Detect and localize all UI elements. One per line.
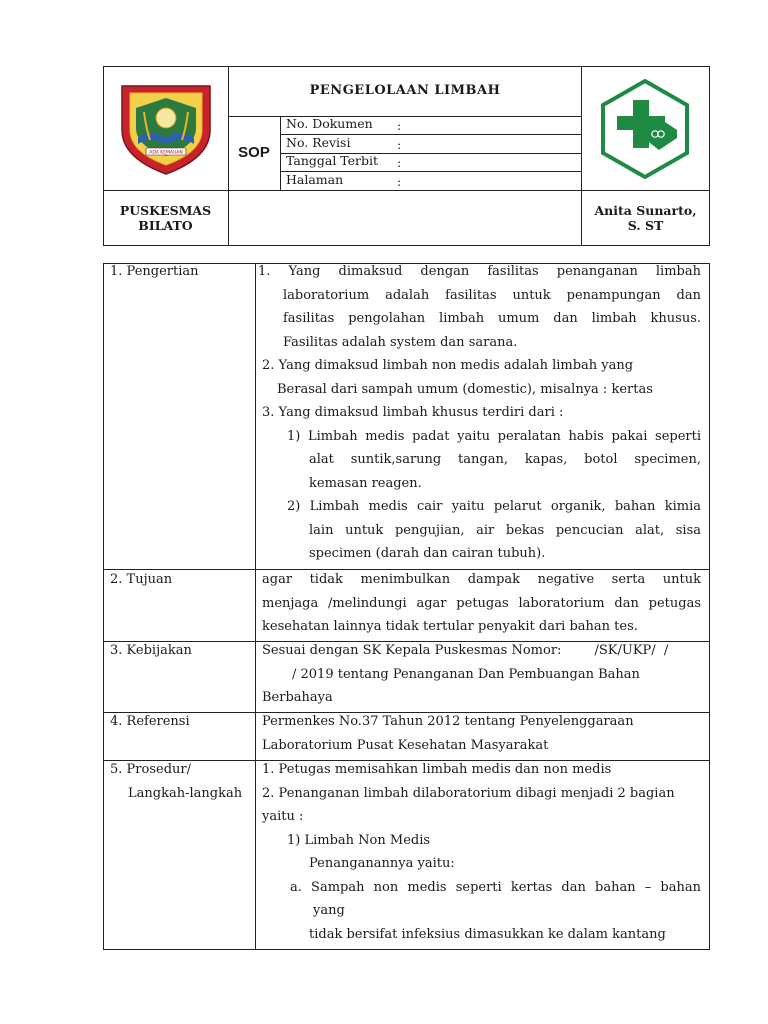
- pengertian-line: alat suntik,sarung tangan, kapas, botol specimen,: [309, 452, 701, 467]
- meta-sep: :: [397, 155, 402, 170]
- kebijakan-line: Berbahaya: [262, 690, 333, 705]
- pengertian-line: fasilitas pengolahan limbah umum dan limbah khusus.: [283, 311, 701, 326]
- meta-label: Halaman: [286, 172, 344, 187]
- meta-sep: :: [397, 137, 402, 152]
- pengertian-line: Fasilitas adalah system dan sarana.: [283, 334, 518, 350]
- signer-name-line1: Anita Sunarto,: [594, 203, 697, 218]
- referensi-line: Permenkes No.37 Tahun 2012 tentang Penyelenggaraan: [262, 714, 634, 729]
- prosedur-line: tidak bersifat infeksius dimasukkan ke dalam kantang: [309, 926, 666, 942]
- meta-sep: :: [397, 174, 402, 189]
- prosedur-line: yaitu :: [262, 809, 304, 824]
- pengertian-line: lain untuk pengujian, air bekas pencucian alat, sisa: [309, 522, 701, 538]
- label-tujuan: 2. Tujuan: [110, 572, 173, 587]
- pengertian-line: 1. Yang dimaksud dengan fasilitas penanganan limbah: [258, 264, 701, 279]
- label-langkah: Langkah-langkah: [128, 785, 243, 801]
- pengertian-line: 2) Limbah medis cair yaitu pelarut organik, bahan kimia: [287, 499, 701, 514]
- signer-name: [582, 203, 709, 233]
- sop-label: SOP: [238, 144, 270, 161]
- label-referensi: 4. Referensi: [110, 714, 190, 729]
- prosedur-line: 1. Petugas memisahkan limbah medis dan non medis: [262, 762, 612, 777]
- puskesmas-logo: [597, 78, 693, 180]
- label-kebijakan: 3. Kebijakan: [110, 643, 192, 658]
- prosedur-line: 2. Penanganan limbah dilaboratorium dibagi menjadi 2 bagian: [262, 785, 675, 801]
- meta-label: No. Dokumen: [286, 116, 373, 131]
- pengertian-line: laboratorium adalah fasilitas untuk penampungan dan: [283, 287, 701, 303]
- pengertian-line: specimen (darah dan cairan tubuh).: [309, 546, 546, 561]
- shield-motto-text: ADA KEMAUAN: [149, 150, 183, 156]
- kebijakan-line: / 2019 tentang Penanganan Dan Pembuangan Bahan: [292, 666, 640, 682]
- meta-halaman: [286, 172, 343, 187]
- document-title: PENGELOLAAN LIMBAH: [309, 83, 501, 98]
- prosedur-line: a. Sampah non medis seperti kertas dan bahan – bahan: [290, 879, 701, 895]
- kebijakan-line: Sesuai dengan SK Kepala Puskesmas Nomor: /SK/UKP/ /: [262, 643, 669, 658]
- org-name: [103, 203, 228, 233]
- prosedur-line: yang: [313, 903, 345, 918]
- label-prosedur: 5. Prosedur/: [110, 762, 191, 777]
- meta-label: Tanggal Terbit: [286, 153, 379, 168]
- pengertian-line: 1) Limbah medis padat yaitu peralatan habis pakai seperti: [287, 428, 701, 444]
- prosedur-line: Penanganannya yaitu:: [309, 856, 455, 871]
- org-name-line2: BILATO: [138, 218, 193, 233]
- meta-label: No. Revisi: [286, 135, 351, 150]
- org-name-line1: PUSKESMAS: [119, 203, 212, 218]
- pengertian-line: 3. Yang dimaksud limbah khusus terdiri dari :: [262, 405, 564, 420]
- meta-tanggal-terbit: [286, 153, 378, 168]
- regional-shield-logo: [116, 78, 216, 178]
- meta-sep: :: [397, 118, 402, 133]
- label-pengertian: 1. Pengertian: [110, 264, 199, 279]
- pengertian-line: Berasal dari sampah umum (domestic), misalnya : kertas: [277, 381, 653, 397]
- signer-name-line2: S. ST: [627, 218, 664, 233]
- tujuan-line: kesehatan lainnya tidak tertular penyakit dari bahan tes.: [262, 619, 638, 634]
- pengertian-line: 2. Yang dimaksud limbah non medis adalah limbah yang: [262, 358, 634, 373]
- tujuan-line: menjaga /melindungi agar petugas laboratorium dan petugas: [262, 595, 701, 611]
- prosedur-line: 1) Limbah Non Medis: [287, 832, 431, 848]
- tujuan-line: agar tidak menimbulkan dampak negative serta untuk: [262, 572, 701, 587]
- pengertian-line: kemasan reagen.: [309, 475, 422, 491]
- meta-no-dokumen: [286, 116, 373, 131]
- referensi-line: Laboratorium Pusat Kesehatan Masyarakat: [262, 737, 549, 753]
- meta-no-revisi: [286, 135, 350, 150]
